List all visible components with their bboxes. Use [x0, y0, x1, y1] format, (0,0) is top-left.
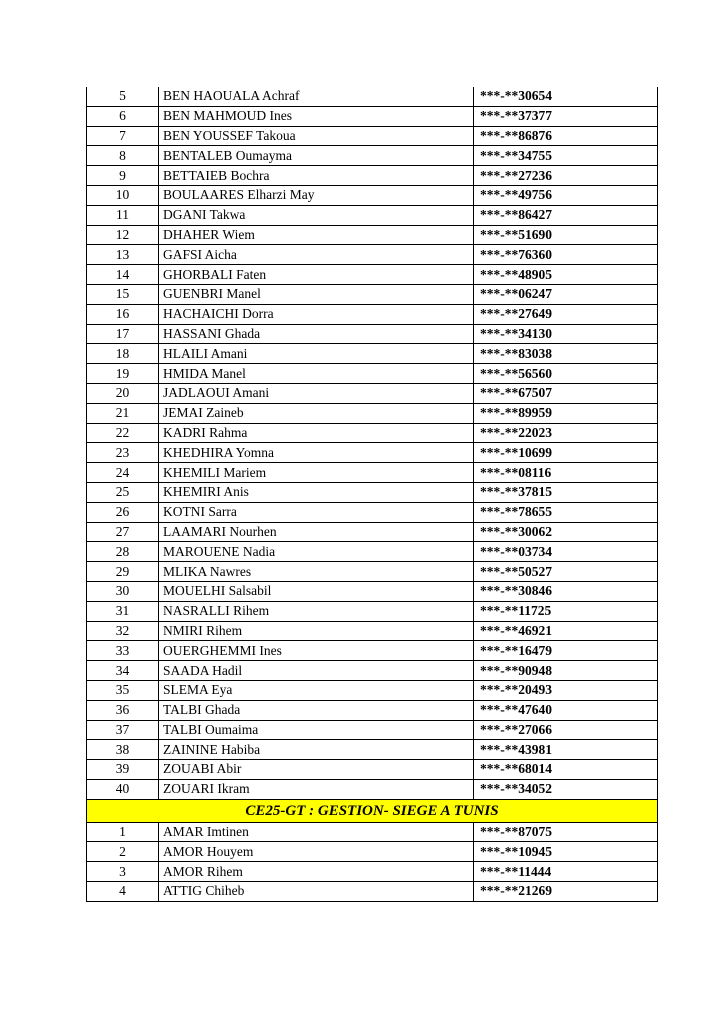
candidate-id: ***-**46921	[474, 621, 658, 641]
candidate-name: AMOR Houyem	[159, 842, 474, 862]
row-number: 11	[87, 205, 159, 225]
candidate-id: ***-**30846	[474, 581, 658, 601]
candidate-id: ***-**27649	[474, 304, 658, 324]
table-row	[87, 265, 658, 285]
section-title: CE25-GT : GESTION- SIEGE A TUNIS	[87, 799, 658, 822]
table-row	[87, 581, 658, 601]
table-row	[87, 443, 658, 463]
candidate-id: ***-**27066	[474, 720, 658, 740]
row-number: 30	[87, 581, 159, 601]
table-row	[87, 423, 658, 443]
table-row	[87, 621, 658, 641]
candidate-id: ***-**56560	[474, 364, 658, 384]
table-row	[87, 383, 658, 403]
row-number: 21	[87, 403, 159, 423]
table-row	[87, 542, 658, 562]
candidate-name: LAAMARI Nourhen	[159, 522, 474, 542]
candidate-id: ***-**90948	[474, 661, 658, 681]
table-body-top	[87, 87, 658, 799]
row-number: 14	[87, 265, 159, 285]
candidate-name: GHORBALI Faten	[159, 265, 474, 285]
section-header-row	[87, 799, 658, 822]
row-number: 3	[87, 862, 159, 882]
candidate-id: ***-**51690	[474, 225, 658, 245]
candidate-id: ***-**30654	[474, 87, 658, 106]
candidate-name: MOUELHI Salsabil	[159, 581, 474, 601]
table-row	[87, 842, 658, 862]
candidate-id: ***-**37377	[474, 106, 658, 126]
candidate-id: ***-**21269	[474, 882, 658, 902]
candidate-id: ***-**86427	[474, 205, 658, 225]
candidate-id: ***-**83038	[474, 344, 658, 364]
candidate-id: ***-**49756	[474, 185, 658, 205]
table-row	[87, 720, 658, 740]
candidate-name: ATTIG Chiheb	[159, 882, 474, 902]
candidate-name: AMAR Imtinen	[159, 822, 474, 842]
candidate-id: ***-**16479	[474, 641, 658, 661]
candidate-name: HASSANI Ghada	[159, 324, 474, 344]
row-number: 20	[87, 383, 159, 403]
candidate-name: KHEMIRI Anis	[159, 482, 474, 502]
candidate-id: ***-**30062	[474, 522, 658, 542]
table-row	[87, 185, 658, 205]
row-number: 5	[87, 87, 159, 106]
row-number: 38	[87, 740, 159, 760]
candidate-name: JEMAI Zaineb	[159, 403, 474, 423]
candidate-name: ZAININE Habiba	[159, 740, 474, 760]
candidate-id: ***-**10699	[474, 443, 658, 463]
candidate-name: KOTNI Sarra	[159, 502, 474, 522]
row-number: 6	[87, 106, 159, 126]
candidate-name: HACHAICHI Dorra	[159, 304, 474, 324]
candidate-list	[86, 87, 658, 902]
row-number: 7	[87, 126, 159, 146]
candidate-id: ***-**34755	[474, 146, 658, 166]
table-row	[87, 126, 658, 146]
row-number: 37	[87, 720, 159, 740]
row-number: 33	[87, 641, 159, 661]
row-number: 31	[87, 601, 159, 621]
candidate-name: SLEMA Eya	[159, 680, 474, 700]
table-row	[87, 245, 658, 265]
candidate-name: AMOR Rihem	[159, 862, 474, 882]
table-row	[87, 284, 658, 304]
section-header-body	[87, 799, 658, 822]
candidate-name: NMIRI Rihem	[159, 621, 474, 641]
row-number: 4	[87, 882, 159, 902]
candidate-table	[86, 87, 658, 902]
row-number: 24	[87, 463, 159, 483]
candidate-id: ***-**27236	[474, 166, 658, 186]
table-row	[87, 562, 658, 582]
candidate-name: MLIKA Nawres	[159, 562, 474, 582]
candidate-name: GUENBRI Manel	[159, 284, 474, 304]
candidate-name: BETTAIEB Bochra	[159, 166, 474, 186]
candidate-id: ***-**34130	[474, 324, 658, 344]
candidate-name: SAADA Hadil	[159, 661, 474, 681]
table-row	[87, 882, 658, 902]
table-row	[87, 661, 658, 681]
candidate-name: BEN YOUSSEF Takoua	[159, 126, 474, 146]
row-number: 19	[87, 364, 159, 384]
candidate-name: ZOUABI Abir	[159, 760, 474, 780]
candidate-id: ***-**78655	[474, 502, 658, 522]
candidate-name: KHEDHIRA Yomna	[159, 443, 474, 463]
table-row	[87, 822, 658, 842]
candidate-id: ***-**08116	[474, 463, 658, 483]
row-number: 26	[87, 502, 159, 522]
row-number: 12	[87, 225, 159, 245]
table-row	[87, 779, 658, 799]
row-number: 36	[87, 700, 159, 720]
candidate-name: KHEMILI Mariem	[159, 463, 474, 483]
candidate-name: KADRI Rahma	[159, 423, 474, 443]
row-number: 22	[87, 423, 159, 443]
table-row	[87, 146, 658, 166]
candidate-id: ***-**87075	[474, 822, 658, 842]
candidate-name: ZOUARI Ikram	[159, 779, 474, 799]
candidate-id: ***-**50527	[474, 562, 658, 582]
row-number: 27	[87, 522, 159, 542]
candidate-name: BOULAARES Elharzi May	[159, 185, 474, 205]
candidate-id: ***-**10945	[474, 842, 658, 862]
candidate-id: ***-**20493	[474, 680, 658, 700]
candidate-id: ***-**76360	[474, 245, 658, 265]
candidate-id: ***-**68014	[474, 760, 658, 780]
table-row	[87, 324, 658, 344]
table-row	[87, 700, 658, 720]
candidate-name: DHAHER Wiem	[159, 225, 474, 245]
row-number: 8	[87, 146, 159, 166]
candidate-id: ***-**11725	[474, 601, 658, 621]
candidate-name: TALBI Ghada	[159, 700, 474, 720]
table-row	[87, 304, 658, 324]
candidate-name: JADLAOUI Amani	[159, 383, 474, 403]
row-number: 1	[87, 822, 159, 842]
row-number: 34	[87, 661, 159, 681]
row-number: 2	[87, 842, 159, 862]
table-row	[87, 502, 658, 522]
candidate-id: ***-**06247	[474, 284, 658, 304]
candidate-id: ***-**22023	[474, 423, 658, 443]
table-row	[87, 740, 658, 760]
row-number: 39	[87, 760, 159, 780]
table-row	[87, 522, 658, 542]
table-row	[87, 364, 658, 384]
candidate-id: ***-**67507	[474, 383, 658, 403]
row-number: 40	[87, 779, 159, 799]
row-number: 23	[87, 443, 159, 463]
row-number: 32	[87, 621, 159, 641]
candidate-name: BEN MAHMOUD Ines	[159, 106, 474, 126]
candidate-id: ***-**03734	[474, 542, 658, 562]
candidate-id: ***-**47640	[474, 700, 658, 720]
candidate-id: ***-**48905	[474, 265, 658, 285]
candidate-name: BENTALEB Oumayma	[159, 146, 474, 166]
table-row	[87, 106, 658, 126]
row-number: 35	[87, 680, 159, 700]
candidate-name: HMIDA Manel	[159, 364, 474, 384]
row-number: 10	[87, 185, 159, 205]
candidate-id: ***-**37815	[474, 482, 658, 502]
candidate-id: ***-**86876	[474, 126, 658, 146]
table-row	[87, 463, 658, 483]
table-row	[87, 166, 658, 186]
table-row	[87, 641, 658, 661]
table-row	[87, 482, 658, 502]
row-number: 13	[87, 245, 159, 265]
row-number: 16	[87, 304, 159, 324]
candidate-name: MAROUENE Nadia	[159, 542, 474, 562]
row-number: 29	[87, 562, 159, 582]
table-row	[87, 680, 658, 700]
candidate-name: BEN HAOUALA Achraf	[159, 87, 474, 106]
row-number: 9	[87, 166, 159, 186]
table-row	[87, 403, 658, 423]
row-number: 28	[87, 542, 159, 562]
candidate-id: ***-**11444	[474, 862, 658, 882]
row-number: 17	[87, 324, 159, 344]
candidate-name: TALBI Oumaima	[159, 720, 474, 740]
row-number: 18	[87, 344, 159, 364]
candidate-id: ***-**89959	[474, 403, 658, 423]
table-row	[87, 344, 658, 364]
candidate-name: DGANI Takwa	[159, 205, 474, 225]
row-number: 25	[87, 482, 159, 502]
candidate-name: NASRALLI Rihem	[159, 601, 474, 621]
table-row	[87, 760, 658, 780]
candidate-name: HLAILI Amani	[159, 344, 474, 364]
table-row	[87, 225, 658, 245]
candidate-name: OUERGHEMMI Ines	[159, 641, 474, 661]
candidate-id: ***-**43981	[474, 740, 658, 760]
row-number: 15	[87, 284, 159, 304]
candidate-name: GAFSI Aicha	[159, 245, 474, 265]
table-row	[87, 205, 658, 225]
candidate-id: ***-**34052	[474, 779, 658, 799]
table-row	[87, 862, 658, 882]
table-row	[87, 87, 658, 106]
table-body-bottom	[87, 822, 658, 901]
table-row	[87, 601, 658, 621]
